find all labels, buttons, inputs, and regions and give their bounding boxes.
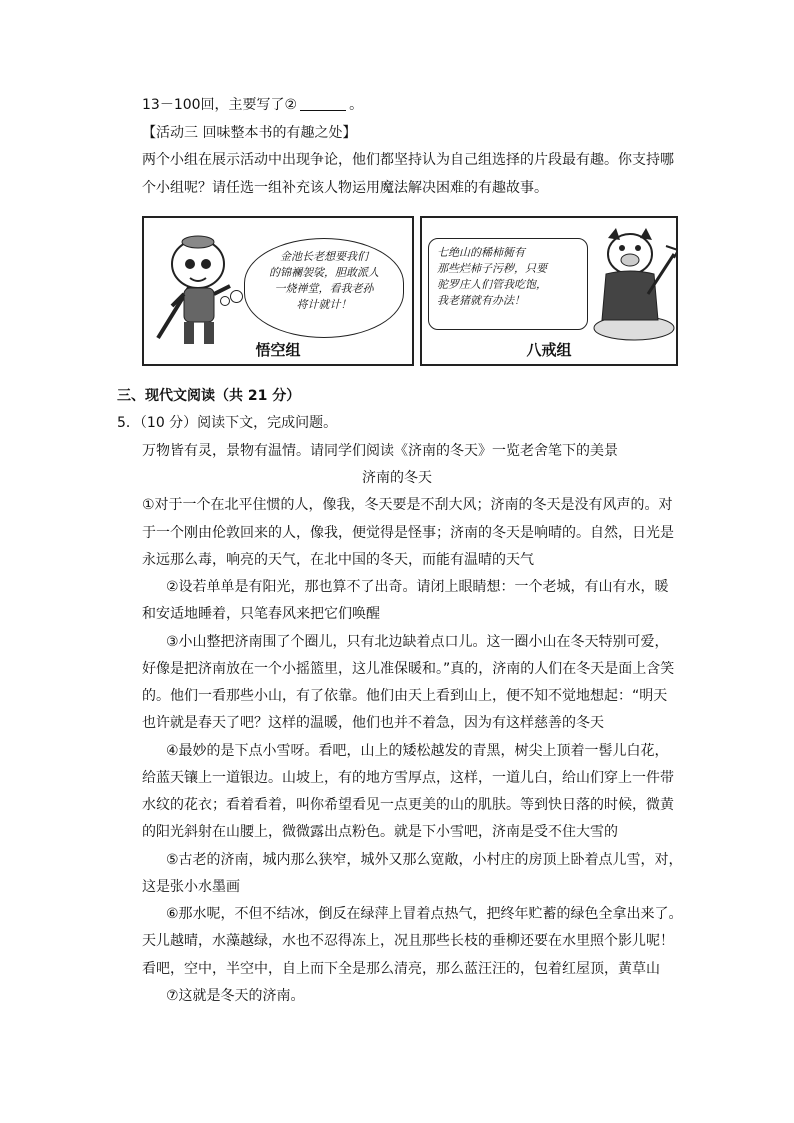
answer-prefix: 13－100回，主要写了② — [142, 97, 298, 113]
para-line: ⑤古老的济南，城内那么狭窄，城外又那么宽敞，小村庄的房顶上卧着点儿雪，对， — [166, 852, 683, 868]
section3-title: 三、现代文阅读（共 21 分） — [117, 388, 301, 404]
para-line: 水纹的花衣；看着看着，叫你希望看见一点更美的山的肌肤。等到快日落的时候，微黄 — [142, 797, 674, 813]
para-line: 永远那么毒，响亮的天气，在北中国的冬天，而能有温晴的天气 — [142, 552, 534, 568]
thought-dot-medium — [230, 290, 243, 303]
bubble-line: 七绝山的稀柿衕有 — [437, 246, 525, 259]
wukong-caption: 悟空组 — [255, 341, 301, 359]
para-line: 的阳光斜射在山腰上，微微露出点粉色。就是下小雪吧，济南是受不住大雪的 — [142, 824, 618, 840]
bubble-line: 金池长老想要我们 — [280, 250, 368, 263]
para-line: 于一个刚由伦敦回来的人，像我，便觉得是怪事；济南的冬天是响晴的。自然，日光是 — [142, 525, 674, 541]
bubble-line: 我老猪就有办法！ — [437, 294, 525, 307]
answer-suffix: 。 — [349, 97, 364, 113]
para-line: ③小山整把济南围了个圈儿，只有北边缺着点口儿。这一圈小山在冬天特别可爱， — [166, 634, 669, 650]
bubble-line: 那些烂柿子污秽，只要 — [437, 262, 547, 275]
answer-blank[interactable] — [300, 96, 346, 111]
para-line: 天儿越晴，水藻越绿，水也不忍得冻上，况且那些长枝的垂柳还要在水里照个影儿呢！ — [142, 933, 674, 949]
intro-text: 万物皆有灵，景物有温情。请同学们阅读《济南的冬天》一览老舍笔下的美景 — [142, 443, 618, 459]
para-line: 的。他们一看那些小山，有了依靠。他们由天上看到山上，便不知不觉地想起：“明天 — [142, 688, 668, 704]
bajie-caption: 八戒组 — [526, 341, 572, 359]
wukong-thought-bubble — [244, 238, 404, 338]
para-line: ⑥那水呢，不但不结冰，倒反在绿萍上冒着点热气，把终年贮蓄的绿色全拿出来了。 — [166, 906, 683, 922]
thought-dot-small — [220, 296, 230, 306]
bubble-line: 的锦襕袈裟，胆敢派人 — [269, 266, 379, 279]
para-line: ①对于一个在北平住惯的人，像我，冬天要是不刮大风；济南的冬天是没有风声的。对 — [142, 497, 673, 513]
para-line: 和安适地睡着，只笔春风来把它们唤醒 — [142, 606, 380, 622]
para-line: 给蓝天镶上一道银边。山坡上，有的地方雪厚点，这样，一道儿白，给山们穿上一件带 — [142, 770, 674, 786]
para-line: 这是张小水墨画 — [142, 879, 240, 895]
para-line: ②设若单单是有阳光，那也算不了出奇。请闭上眼睛想：一个老城，有山有水，暖 — [166, 579, 669, 595]
pigsy-illustration — [588, 224, 678, 344]
para-line: ④最妙的是下点小雪呀。看吧，山上的矮松越发的青黑，树尖上顶着一髻儿白花， — [166, 743, 669, 759]
bubble-line: 将计就计！ — [296, 298, 352, 311]
bajie-panel — [420, 216, 678, 366]
bubble-line: 驼罗庄人们管我吃饱， — [437, 278, 547, 291]
bubble-line: 一烧禅堂，看我老孙 — [274, 282, 374, 295]
activity3-title: 【活动三 回味整本书的有趣之处】 — [142, 125, 357, 141]
q5-header: 5．（10 分）阅读下文，完成问题。 — [117, 415, 338, 431]
answer-line — [142, 95, 363, 115]
activity3-text-2: 个小组呢？请任选一组补充该人物运用魔法解决困难的有趣故事。 — [142, 180, 548, 196]
para-line: 看吧，空中，半空中，自上而下全是那么清亮，那么蓝汪汪的，包着红屋顶，黄草山 — [142, 961, 660, 977]
article-title: 济南的冬天 — [362, 470, 432, 486]
wukong-panel — [142, 216, 414, 366]
para-line: 也许就是春天了吧？这样的温暖，他们也并不着急，因为有这样慈善的冬天 — [142, 715, 604, 731]
para-line: 好像是把济南放在一个小摇篮里，这儿准保暖和。”真的，济南的人们在冬天是面上含笑 — [142, 661, 675, 677]
para-line: ⑦这就是冬天的济南。 — [166, 988, 305, 1004]
bajie-speech-bubble — [428, 238, 588, 330]
activity3-text-1: 两个小组在展示活动中出现争论，他们都坚持认为自己组选择的片段最有趣。你支持哪 — [142, 152, 674, 168]
